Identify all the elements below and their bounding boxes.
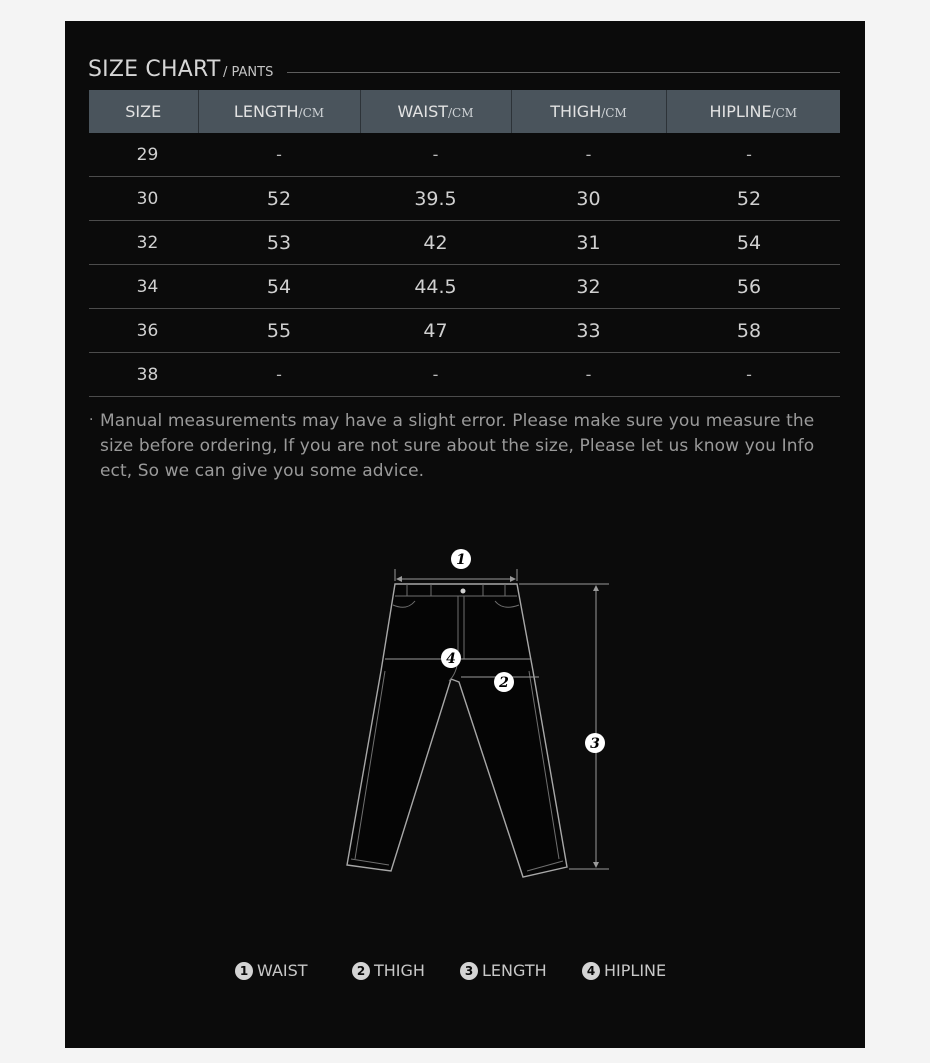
size-chart-panel — [65, 21, 865, 1048]
cell-waist: 42 — [360, 221, 511, 265]
legend-number-icon: 2 — [352, 962, 370, 980]
svg-text:2: 2 — [499, 675, 509, 691]
cell-hipline: - — [666, 133, 840, 177]
svg-text:4: 4 — [446, 651, 456, 667]
legend-label: HIPLINE — [604, 961, 667, 980]
cell-waist: - — [360, 353, 511, 397]
cell-waist: 44.5 — [360, 265, 511, 309]
marker-3 — [585, 733, 605, 753]
cell-hipline: 52 — [666, 177, 840, 221]
cell-length: 52 — [198, 177, 360, 221]
legend-label: THIGH — [374, 961, 425, 980]
column-header-thigh: THIGH/CM — [511, 90, 666, 133]
legend-label: WAIST — [257, 961, 308, 980]
table-row — [89, 309, 840, 353]
size-table — [89, 90, 840, 397]
svg-text:1: 1 — [456, 552, 466, 568]
chart-title: SIZE CHART — [88, 57, 221, 82]
note-bullet: · — [89, 412, 94, 428]
table-row — [89, 221, 840, 265]
table-header-row — [89, 90, 840, 133]
cell-size: 29 — [89, 133, 198, 177]
table-row — [89, 177, 840, 221]
cell-thigh: 31 — [511, 221, 666, 265]
cell-thigh: 33 — [511, 309, 666, 353]
column-header-size: SIZE — [89, 90, 198, 133]
cell-length: - — [198, 353, 360, 397]
cell-hipline: - — [666, 353, 840, 397]
cell-hipline: 54 — [666, 221, 840, 265]
cell-length: 55 — [198, 309, 360, 353]
cell-size: 34 — [89, 265, 198, 309]
cell-size: 38 — [89, 353, 198, 397]
pants-outline — [347, 584, 567, 877]
cell-waist: - — [360, 133, 511, 177]
legend-number-icon: 4 — [582, 962, 600, 980]
cell-waist: 39.5 — [360, 177, 511, 221]
cell-length: 53 — [198, 221, 360, 265]
marker-2 — [494, 672, 514, 692]
button-dot — [461, 589, 466, 594]
measurement-legend — [235, 961, 695, 983]
title-row — [88, 57, 840, 87]
legend-item-waist — [235, 961, 308, 980]
cell-thigh: - — [511, 353, 666, 397]
cell-thigh: 32 — [511, 265, 666, 309]
svg-text:3: 3 — [590, 736, 600, 752]
column-header-length: LENGTH/CM — [198, 90, 360, 133]
column-header-waist: WAIST/CM — [360, 90, 511, 133]
table-row — [89, 265, 840, 309]
title-divider — [287, 72, 840, 73]
cell-size: 30 — [89, 177, 198, 221]
table-row — [89, 133, 840, 177]
pants-measurement-diagram — [333, 541, 623, 911]
table-row — [89, 353, 840, 397]
cell-hipline: 56 — [666, 265, 840, 309]
cell-thigh: 30 — [511, 177, 666, 221]
cell-waist: 47 — [360, 309, 511, 353]
legend-number-icon: 3 — [460, 962, 478, 980]
cell-size: 36 — [89, 309, 198, 353]
measurement-note — [89, 409, 845, 484]
legend-number-icon: 1 — [235, 962, 253, 980]
legend-label: LENGTH — [482, 961, 547, 980]
cell-size: 32 — [89, 221, 198, 265]
marker-4 — [441, 648, 461, 668]
waist-dimension — [395, 569, 517, 581]
legend-item-thigh — [352, 961, 425, 980]
legend-item-hipline — [582, 961, 666, 980]
marker-1 — [451, 549, 471, 569]
cell-thigh: - — [511, 133, 666, 177]
note-text: Manual measurements may have a slight error. Please make sure you measure the size before ordering, If you are not sure about the size, Please let us know you Info ect, So we can give you some advice. — [100, 411, 815, 481]
legend-item-length — [460, 961, 547, 980]
chart-subtitle: / PANTS — [223, 65, 274, 80]
cell-length: - — [198, 133, 360, 177]
cell-length: 54 — [198, 265, 360, 309]
column-header-hipline: HIPLINE/CM — [666, 90, 840, 133]
cell-hipline: 58 — [666, 309, 840, 353]
